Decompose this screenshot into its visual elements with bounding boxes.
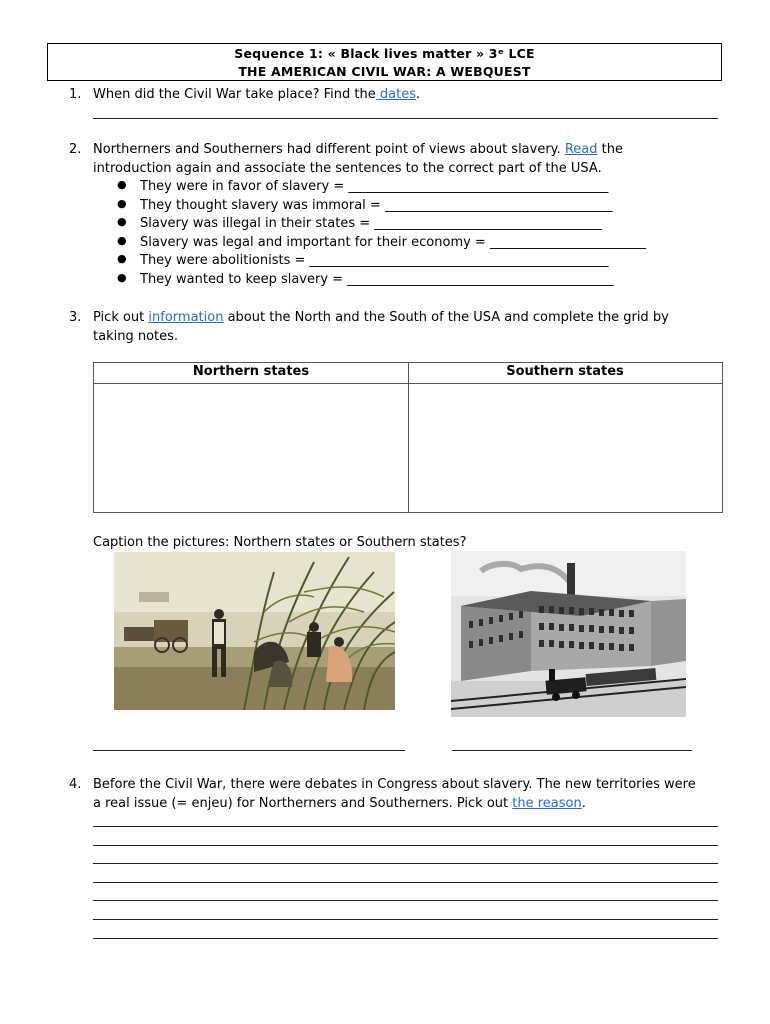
q2-bullet-item: They were in favor of slavery = ________________________________________: [140, 179, 609, 194]
grid-header-southern: Southern states: [506, 364, 624, 379]
information-link[interactable]: information: [148, 310, 224, 325]
q3-question-line2: taking notes.: [93, 329, 179, 344]
q2-text-b: the: [601, 142, 623, 157]
title-box: [47, 43, 722, 81]
q4-question-line2: [93, 794, 586, 813]
caption-line-factory[interactable]: [452, 750, 692, 751]
q1-number: 1.: [69, 87, 82, 102]
webquest-title: THE AMERICAN CIVIL WAR: A WEBQUEST: [238, 64, 531, 79]
q4-question-line1: Before the Civil War, there were debates in Congress about slavery. The new territories were: [93, 777, 696, 792]
bullet-dot: ●: [117, 215, 127, 228]
q2-bullet-item: Slavery was illegal in their states = ___________________________________: [140, 216, 602, 231]
plantation-picture: [114, 552, 395, 710]
bullet-dot: ●: [117, 197, 127, 210]
q4-answer-line[interactable]: [93, 919, 718, 920]
southern-notes-cell[interactable]: [409, 384, 722, 512]
the-reason-link[interactable]: the reason: [512, 796, 582, 811]
q4-answer-line[interactable]: [93, 900, 718, 901]
q4-answer-line[interactable]: [93, 863, 718, 864]
q4-answer-line[interactable]: [93, 845, 718, 846]
northern-notes-cell[interactable]: [94, 384, 408, 512]
q1-text: When did the Civil War take place? Find the: [93, 87, 376, 102]
q2-bullet-item: Slavery was legal and important for their economy = ________________________: [140, 235, 646, 250]
dates-link[interactable]: dates: [375, 87, 416, 102]
q2-question-line2: introduction again and associate the sentences to the correct part of the USA.: [93, 161, 602, 176]
q4-text-a: a real issue (= enjeu) for Northerners and Southerners. Pick out: [93, 796, 509, 811]
bullet-dot: ●: [117, 178, 127, 191]
bullet-dot: ●: [117, 234, 127, 247]
q4-end: .: [581, 796, 586, 811]
grid-header-northern: Northern states: [192, 364, 310, 379]
q3-text-a: Pick out: [93, 310, 145, 325]
caption-line-plantation[interactable]: [93, 750, 405, 751]
factory-picture: [451, 551, 686, 717]
caption-instruction: Caption the pictures: Northern states or Southern states?: [93, 535, 467, 550]
q1-end: .: [415, 87, 421, 102]
read-link[interactable]: Read: [564, 142, 598, 157]
q4-number: 4.: [69, 777, 82, 792]
q2-text-a: Northerners and Southerners had different point of views about slavery.: [93, 142, 561, 157]
q4-answer-line[interactable]: [93, 938, 718, 939]
sequence-title: Sequence 1: « Black lives matter » 3ᵉ LCE: [234, 46, 535, 61]
notes-grid: [93, 362, 723, 513]
bullet-dot: ●: [117, 252, 127, 265]
bullet-dot: ●: [117, 271, 127, 284]
q1-answer-line[interactable]: [93, 118, 718, 119]
q3-question: [93, 308, 669, 327]
q4-answer-line[interactable]: [93, 882, 718, 883]
q1-question: [93, 85, 420, 104]
q2-number: 2.: [69, 142, 82, 157]
q3-number: 3.: [69, 310, 82, 325]
q2-question: [93, 140, 623, 159]
q4-answer-line[interactable]: [93, 826, 718, 827]
q2-bullet-item: They were abolitionists = ______________________________________________: [140, 253, 609, 268]
q2-bullet-item: They wanted to keep slavery = _________________________________________: [140, 272, 614, 287]
q3-text-b: about the North and the South of the USA and complete the grid by: [227, 310, 669, 325]
q2-bullet-item: They thought slavery was immoral = ___________________________________: [140, 198, 613, 213]
